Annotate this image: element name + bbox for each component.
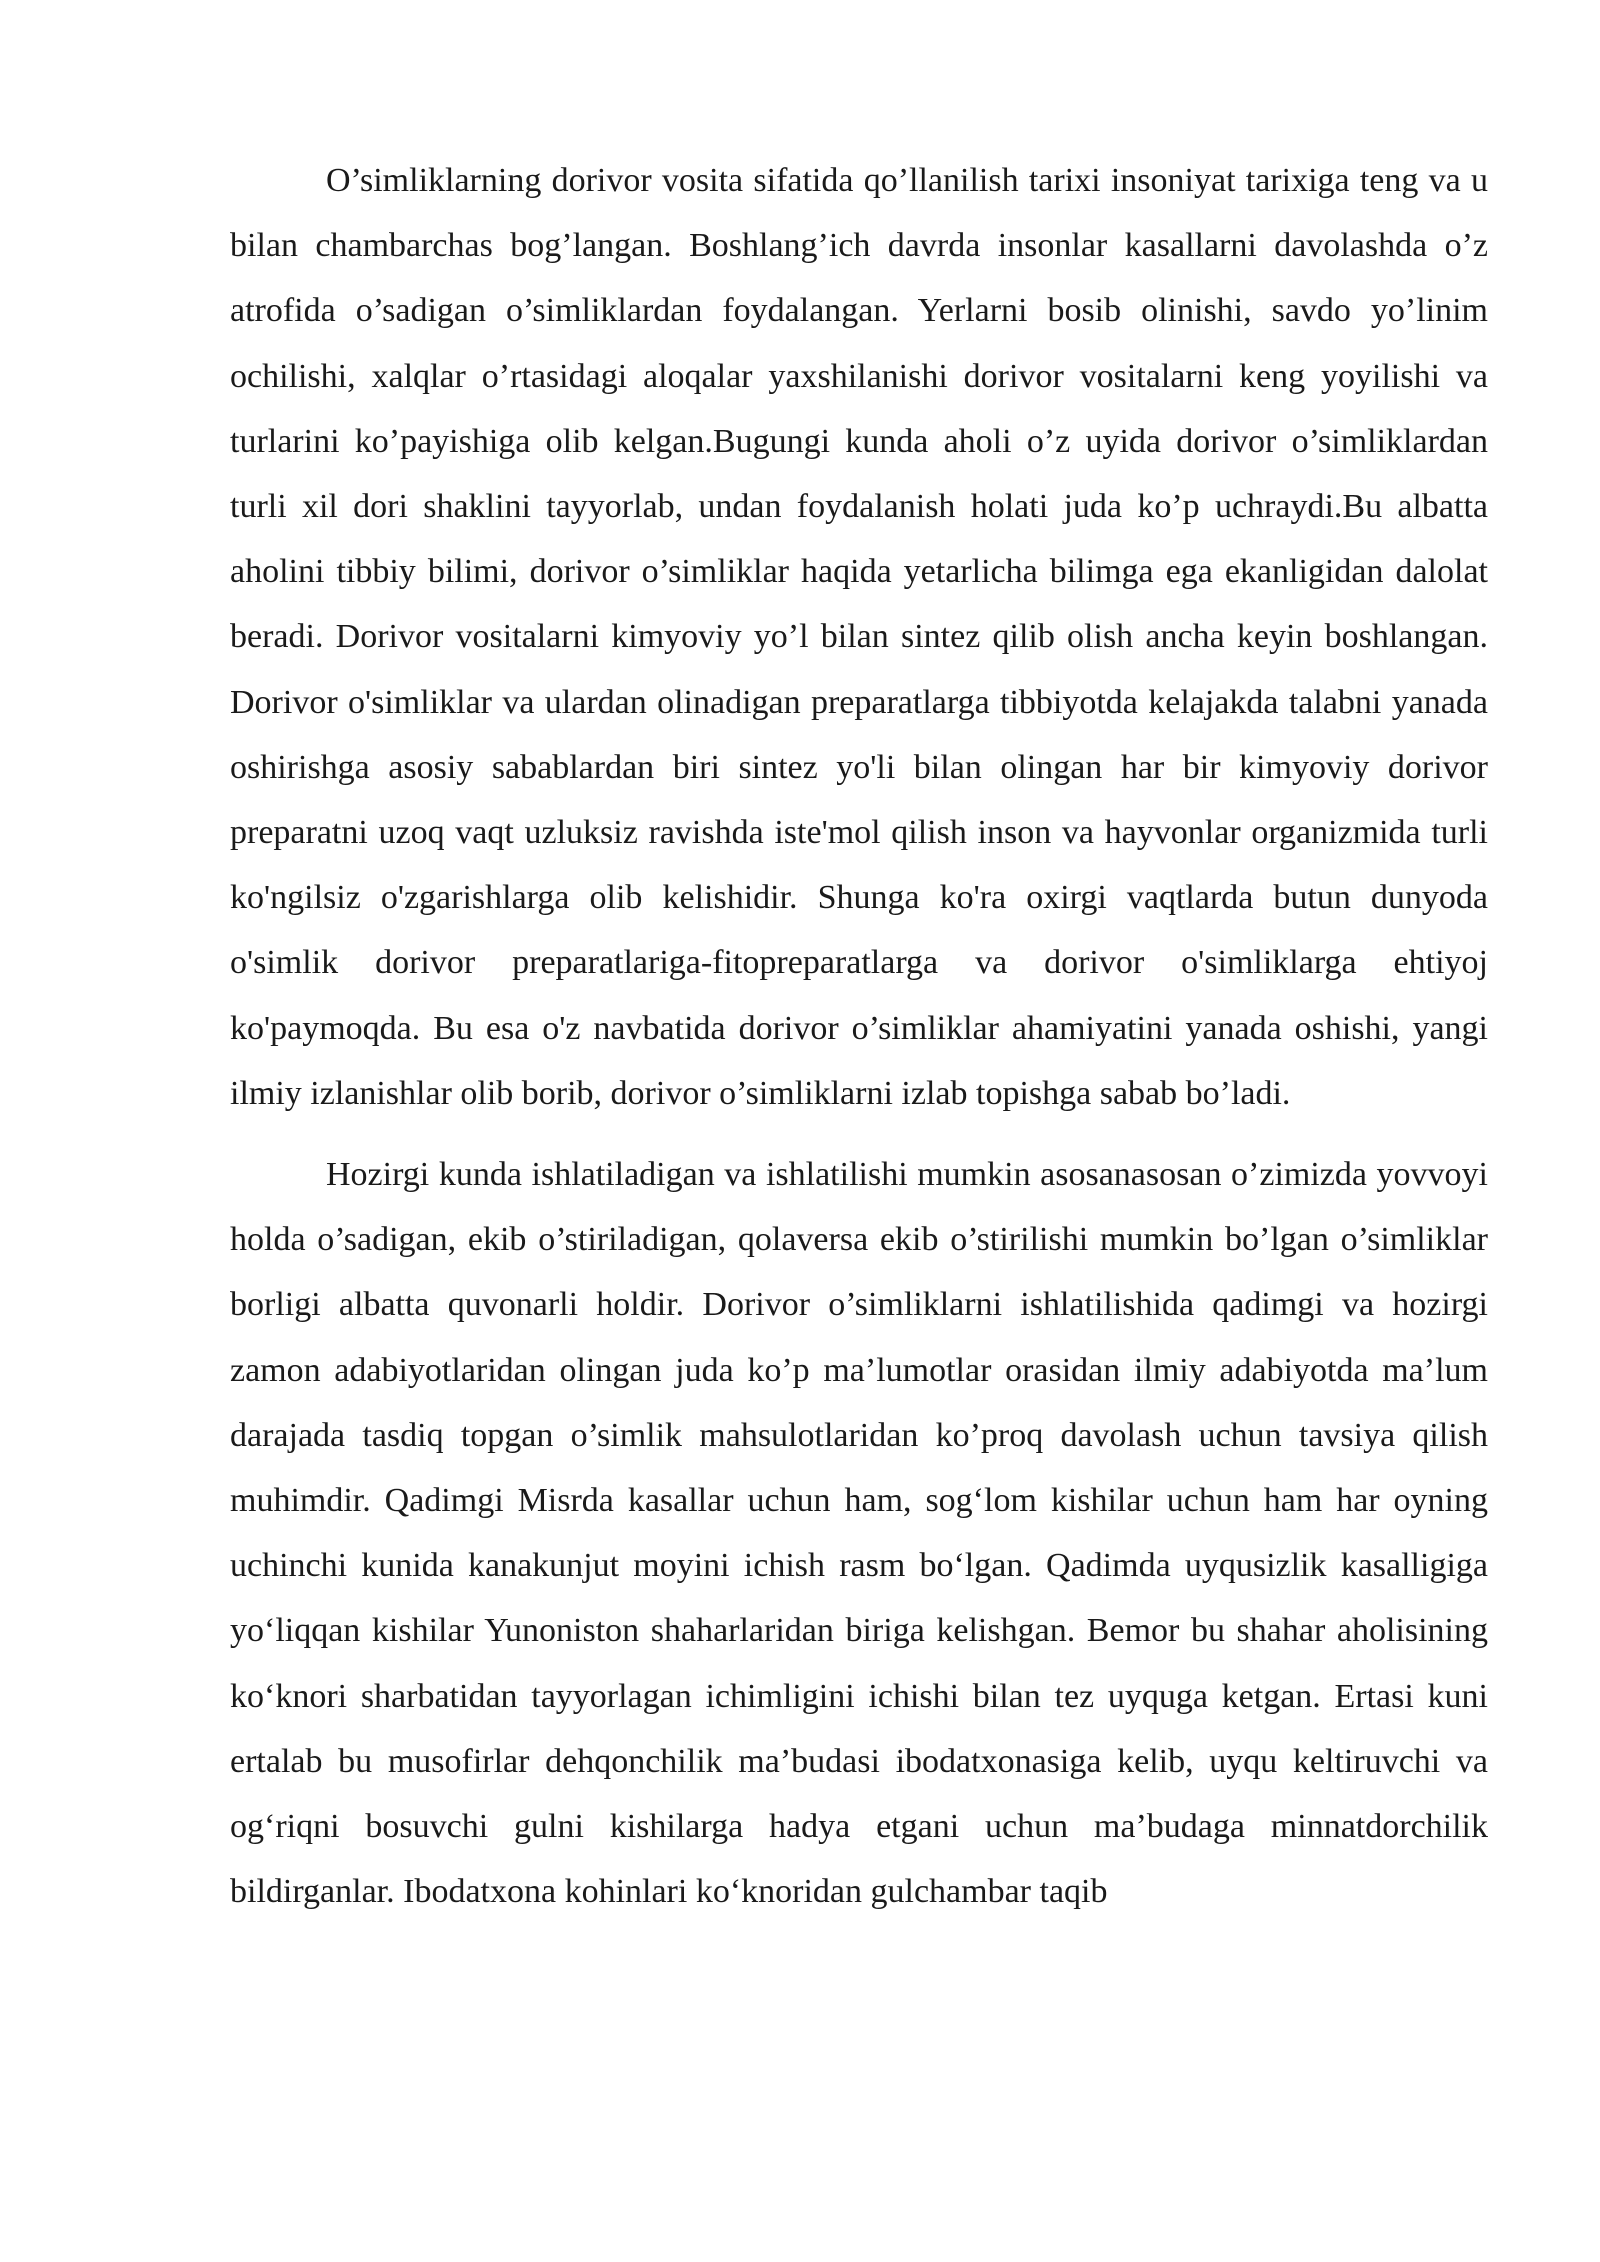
paragraph-1: O’simliklarning dorivor vosita sifatida qo’llanilish tarixi insoniyat tarixiga teng va u bilan chambarchas bog’langan. Boshlang’ich davrda insonlar kasallarni davolashda o’z atrofida o’sadigan o’simliklardan foydalangan. Yerlarni bosib olinishi, savdo yo’linim ochilishi, xalqlar o’rtasidagi aloqalar yaxshilanishi dorivor vositalarni keng yoyilishi va turlarini ko’payishiga olib kelgan.Bugungi kunda aholi o’z uyida dorivor o’simliklardan turli xil dori shaklini tayyorlab, undan foydalanish holati juda ko’p uchraydi.Bu albatta aholini tibbiy bilimi, dorivor o’simliklar haqida yetarlicha bilimga ega ekanligidan dalolat beradi. Dorivor vositalarni kimyoviy yo’l bilan sintez qilib olish ancha keyin boshlangan. Dorivor o'simliklar va ulardan olinadigan preparatlarga tibbiyotda kelajakda talabni yanada oshirishga asosiy sabablardan biri sintez yo'li bilan olingan har bir kimyoviy dorivor preparatni uzoq vaqt uzluksiz ravishda iste'mol qilish inson va hayvonlar organizmida turli ko'ngilsiz o'zgarishlarga olib kelishidir. Shunga ko'ra oxirgi vaqtlarda butun dunyoda o'simlik dorivor preparatlariga-fitopreparatlarga va dorivor o'simliklarga ehtiyoj ko'paymoqda. Bu esa o'z navbatida dorivor o’simliklar ahamiyatini yanada oshishi, yangi ilmiy izlanishlar olib borib, dorivor o’simliklarni izlab topishga sabab bo’ladi.	[230, 162, 1488, 1112]
paragraph-2: Hozirgi kunda ishlatiladigan va ishlatilishi mumkin asosanasosan o’zimizda yovvoyi holda o’sadigan, ekib o’stiriladigan, qolaversa ekib o’stirilishi mumkin bo’lgan o’simliklar borligi albatta quvonarli holdir. Dorivor o’simliklarni ishlatilishida qadimgi va hozirgi zamon adabiyotlaridan olingan juda ko’p ma’lumotlar orasidan ilmiy adabiyotda ma’lum darajada tasdiq topgan o’simlik mahsulotlaridan ko’proq davolash uchun tavsiya qilish muhimdir. Qadimgi Misrda kasallar uchun ham, sog‘lom kishilar uchun ham har oyning uchinchi kunida kanakunjut moyini ichish rasm bo‘lgan. Qadimda uyqusizlik kasalligiga yo‘liqqan kishilar Yunoniston shaharlaridan biriga kelishgan. Bemor bu shahar aholisining ko‘knori sharbatidan tayyorlagan ichimligini ichishi bilan tez uyquga ketgan. Ertasi kuni ertalab bu musofirlar dehqonchilik ma’budasi ibodatxonasiga kelib, uyqu keltiruvchi va og‘riqni bosuvchi gulni kishilarga hadya etgani uchun ma’budaga minnatdorchilik bildirganlar. Ibodatxona kohinlari ko‘knoridan gulchambar taqib	[230, 1156, 1488, 1911]
document-body	[230, 148, 1488, 1924]
